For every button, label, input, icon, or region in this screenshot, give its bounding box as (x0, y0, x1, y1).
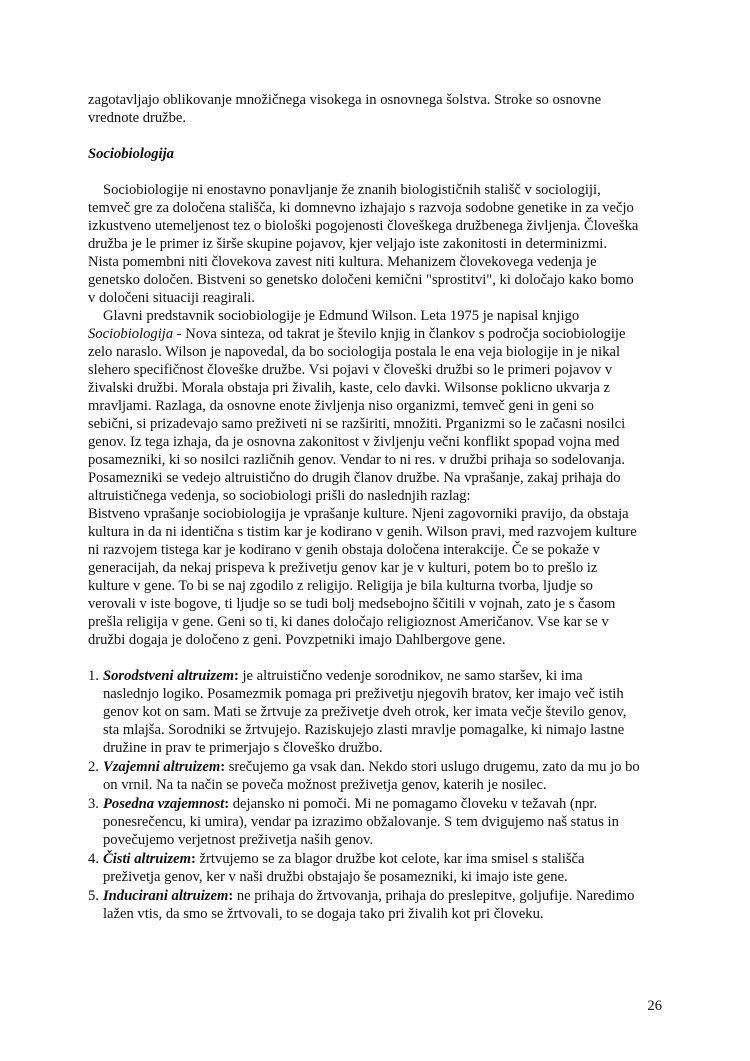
list-item-text-line: lažen vtis, da smo se žrtvovali, to se dogaja tako pri živalih kot pri človeku. (103, 906, 544, 922)
list-item-text-line: on vrnil. Na ta način se poveča možnost preživetja genov, katerih je nosilec. (103, 777, 547, 793)
para3-line: kulture v gene. To bi se naj zgodilo z religijo. Religija je bila kulturna tvorba, ljudje so (88, 578, 593, 594)
list-item-text-line: povečujemo verjetnost preživetja naših genov. (103, 832, 374, 848)
list-item-text: dejansko ni pomoči. Mi ne pomagamo človeku v težavah (npr. (229, 796, 598, 812)
list-item (88, 887, 670, 923)
book-title: Sociobiologija (88, 326, 174, 342)
list-item (88, 850, 670, 886)
list-item-text-line: sta mlajša. Sorodniki se žrtvujejo. Raziskujejo zlasti mravlje pomagalke, ki nimajo lastne (103, 722, 625, 738)
para3-line: ni razvojem tistega kar je kodirano v genih obstaja določena interakcije. Če se pokaže v (88, 542, 600, 558)
list-item-term: Inducirani altruizem (103, 888, 229, 904)
para3-line: kultura in da ni identična s tistim kar je kodirano v genih. Wilson pravi, med razvojem kulture (88, 524, 637, 540)
list-item-number: 2. (88, 759, 99, 775)
para2-line: mravljami. Razlaga, da osnovne enote življenja niso organizmi, temveč geni in geni so (88, 398, 594, 414)
list-item-number: 4. (88, 851, 99, 867)
para1-line: temveč gre za določena stališča, ki domnevno izhajajo s razvoja sodobne genetike in za večjo (88, 200, 634, 216)
para3-line: družbi dogaja je določeno z geni. Povzpetniki imajo Dahlbergove gene. (88, 632, 506, 648)
list-item-number: 5. (88, 888, 99, 904)
para2-line: posamezniki, ki so nosilci različnih genov. Vendar to ni res. v družbi prihaja so sodelovanja. (88, 452, 626, 468)
list-item (88, 795, 670, 849)
list-item-text-line: genov kot on sam. Mati se žrtvuje za preživetje dveh otrok, ker imata večje število genov, (103, 704, 627, 720)
list-item-text: je altruistično vedenje sorodnikov, ne samo staršev, ki ima (238, 668, 583, 684)
list-item-text: ne prihaja do žrtvovanja, prihaja do preslepitve, goljufije. Naredimo (233, 888, 635, 904)
list-item-text-line: družine in prav te primerjajo s človeško družbo. (103, 740, 383, 756)
list-item-text: srečujemo ga vsak dan. Nekdo stori uslugo drugemu, zato da mu jo bo (225, 759, 640, 775)
list-item-term: Vzajemni altruizem (103, 759, 221, 775)
list-item-text-line: naslednjo logiko. Posamezmik pomaga pri preživetju njegovih bratov, ker imajo več istih (103, 686, 624, 702)
list-item (88, 667, 670, 757)
para1-line: Nista pomembni niti človekova zavest niti kultura. Mehanizem človekovega vedenja je (88, 254, 597, 270)
list-item-term: Posedna vzajemnost (103, 796, 225, 812)
section-title: Sociobiologija (88, 146, 174, 162)
para2-line1: Glavni predstavnik sociobiologije je Edmund Wilson. Leta 1975 je napisal knjigo (103, 308, 580, 324)
list-item-number: 1. (88, 668, 99, 684)
para2-line: altruističnega vedenja, so sociobiologi prišli do naslednjih razlag: (88, 488, 471, 504)
para2-line: živalski družbi. Morala obstaja pri živalih, kaste, celo davki. Wilsonse poklicno ukvarja z (88, 380, 610, 396)
list-item-number: 3. (88, 796, 99, 812)
para2-line: sebični, si prizadevajo samo preživeti ni se razširiti, množiti. Prganizmi so le začasni nosilci (88, 416, 626, 432)
paragraph-sociobiology-definition (88, 181, 670, 307)
para2-rest (88, 344, 625, 504)
section-heading-block (88, 145, 670, 163)
para2-line: genov. Iz tega izhaja, da je osnovna zakonitost v življenju večni konflikt spopad vojna med (88, 434, 620, 450)
altruism-list (88, 667, 670, 923)
list-item-text: žrtvujemo se za blagor družbe kot celote, kar ima smisel s stališča (195, 851, 585, 867)
list-item-term: Čisti altruizem (103, 851, 191, 867)
paragraph-culture (88, 505, 670, 649)
para3-line: generacijah, da nekaj prispeva k preživetju genov kar je v kulturi, potem bo to prešlo iz (88, 560, 598, 576)
para3-line: verovali v iste bogove, ti ljudje so se tudi bolj medsebojno ščitili v vojnah, zato je s časom (88, 596, 616, 612)
intro-line: vrednote družbe. (88, 110, 187, 126)
para1-line: genetsko določen. Bistveni so genetsko določeni kemični "sprostitvi", ki določajo kako bomo (88, 272, 634, 288)
para2-line: zelo naraslo. Wilson je napovedal, da bo sociologija postala le ena veja biologije in je nikal (88, 344, 621, 360)
main-text (88, 181, 670, 649)
paragraph-wilson (88, 307, 670, 505)
intro-paragraph (88, 91, 670, 127)
intro-text (88, 91, 670, 127)
para2-line2-rest: - Nova sinteza, od takrat je število knjig in člankov s področja sociobiologije (173, 326, 626, 342)
list-item-text-line: ponesrečencu, ki umira), vendar pa izrazimo obžalovanje. S tem dvigujemo naš status in (103, 814, 619, 830)
para3-line: Bistveno vprašanje sociobiologija je vprašanje kulture. Njeni zagovorniki pravijo, da obstaja (88, 506, 629, 522)
para1-line: družba je le primer iz širše skupine pojavov, kjer veljajo iste zakonitosti in determinizmi. (88, 236, 608, 252)
intro-line: zagotavljajo oblikovanje množičnega visokega in osnovnega šolstva. Stroke so osnovne (88, 92, 602, 108)
para1-line: Sociobiologije ni enostavno ponavljanje že znanih biologističnih stališč v sociologiji, (103, 182, 601, 198)
list-item-text-line: preživetja genov, ker v naši družbi obstajajo še posamezniki, ki imajo iste gene. (103, 869, 568, 885)
list-item-colon: : (224, 796, 230, 812)
altruism-list-block (88, 667, 670, 923)
para2-line: Posamezniki se vedejo altruistično do drugih članov družbe. Na vprašanje, zakaj prihaja do (88, 470, 621, 486)
para3-line: prešla religija v gene. Geni so ti, ki danes določajo religioznost Američanov. Vse kar se v (88, 614, 609, 630)
list-item-colon: : (220, 759, 226, 775)
list-item-colon: : (233, 668, 239, 684)
list-item-colon: : (228, 888, 234, 904)
list-item-term: Sorodstveni altruizem (103, 668, 234, 684)
list-item-colon: : (191, 851, 196, 867)
para2-line: slehero specifičnost človeške družbe. Vsi pojavi v človeški družbi so le primeri pojavov v (88, 362, 613, 378)
para1-line: v določeni situaciji reagirali. (88, 290, 255, 306)
list-item (88, 758, 670, 794)
page-number: 26 (647, 998, 662, 1014)
para1-line: izkustveno utemeljenost tez o biološki pogojenosti človeškega družbenega življenja. Človeška (88, 218, 639, 234)
